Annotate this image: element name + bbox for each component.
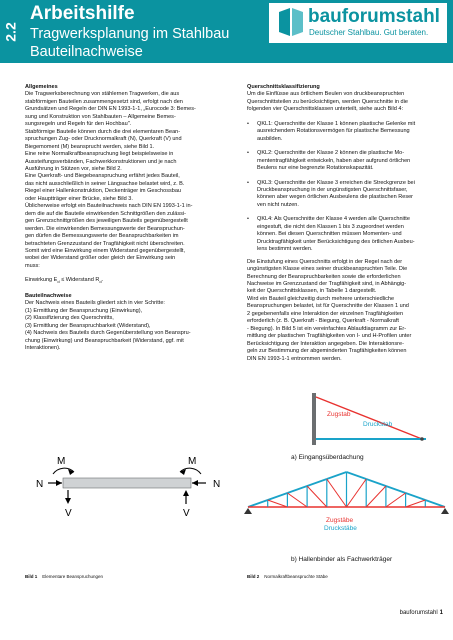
text-line: folgenden vier Querschnittsklassen unterteilt, siehe auch Bild 4: bbox=[247, 106, 404, 113]
text-line: eingestuft, die nicht den Klassen 1 bis 3 zugeordnet werden bbox=[257, 223, 404, 230]
section-heading-proofs: Bauteilnachweise bbox=[25, 292, 72, 299]
text-line: Eine reine Normalkraftbeanspruchung liegt beispielsweise in bbox=[25, 151, 174, 158]
class-list bbox=[247, 114, 447, 254]
text-line: dem die auf die Bauteile einwirkenden Schnittgrößen den zulässi- bbox=[25, 210, 186, 217]
figure-2-axial-members bbox=[244, 393, 449, 568]
diagonal-tie bbox=[366, 486, 386, 507]
text-line: Ausführung in Stützen vor, siehe Bild 2. bbox=[25, 165, 122, 172]
footer-brand: bauforumstahl bbox=[399, 610, 438, 616]
text-line: sung und Konstruktion von Stahlbauten – Allgemeine Bemes- bbox=[25, 113, 176, 120]
classification-text bbox=[247, 259, 447, 363]
label-n-right: N bbox=[213, 479, 221, 490]
top-chord-segment bbox=[366, 479, 386, 486]
text-line: Beulens nur eine begrenzte Rotationskapazität. bbox=[257, 165, 374, 172]
text-line: QKL3: Querschnitte der Klasse 3 erreichen die Streckgrenze bei bbox=[257, 179, 415, 186]
text-line: Üblicherweise erfolgt ein Bauteilnachweis nach DIN EN 1993-1-1 in- bbox=[25, 203, 193, 210]
chapter-number: 2.2 bbox=[3, 21, 19, 42]
text-line: erforderlich (z. B. Querkraft - Biegung, Querkraft - Normalkraft bbox=[247, 318, 399, 325]
diagonal-tie bbox=[386, 493, 406, 507]
text-line: muss: bbox=[25, 262, 40, 269]
proof-text bbox=[25, 300, 230, 352]
page-footer bbox=[400, 610, 443, 616]
support-icon bbox=[441, 508, 449, 514]
tension-member bbox=[316, 397, 422, 439]
text-line: (1) Ermittlung der Beanspruchung (Einwirkung), bbox=[25, 307, 143, 314]
beam-element bbox=[63, 478, 191, 488]
label-v-left: V bbox=[65, 508, 72, 519]
label-v-right: V bbox=[183, 508, 190, 519]
brand-logo bbox=[269, 3, 447, 43]
text-line: oder Hauptträger einer Brücke, siehe Bild 3. bbox=[25, 195, 133, 202]
text-line: lens bestimmt werden. bbox=[257, 246, 313, 253]
figure-1-elementary-loads bbox=[28, 452, 228, 527]
bullet: • bbox=[247, 179, 249, 186]
top-chord-segment bbox=[327, 472, 347, 479]
text-line: mententragfähigkeit entwickeln, haben aber aufgrund örtlichen bbox=[257, 157, 411, 164]
class-list-item bbox=[247, 180, 447, 210]
top-chord-segment bbox=[248, 500, 268, 507]
page-number: 1 bbox=[439, 610, 443, 616]
text-line: können. Bei diesen Querschnitten müssen Momenten- und bbox=[257, 231, 402, 238]
text-line: Der Nachweis eines Bauteils gliedert sich in vier Schritte: bbox=[25, 300, 165, 307]
text-line: Nachweise im Grenzzustand der Tragfähigkeit sind, in Abhängig- bbox=[247, 280, 407, 287]
top-chord-segment bbox=[287, 486, 307, 493]
text-line: chung (Einwirkung) und Beanspruchbarkeit (Widerstand, ggf. mit bbox=[25, 337, 184, 344]
diagonal-tie bbox=[268, 500, 288, 507]
caption-b: b) Hallenbinder als Fachwerkträger bbox=[291, 556, 393, 563]
text-line: Querschnittsteilen zu berücksichtigen, werden Querschnitte in die bbox=[247, 98, 408, 105]
text-line: Wird ein Bauteil gleichzeitig durch mehrere unterschiedliche bbox=[247, 295, 395, 302]
bullet: • bbox=[247, 216, 249, 223]
figure-2-caption: Bild 2 Normalkraftbeanspruchte Stäbe bbox=[247, 574, 328, 579]
bullet: • bbox=[247, 150, 249, 157]
text-line: Riegel einer Hallenkonstruktion, Deckenträger im Geschossbau bbox=[25, 188, 182, 195]
logo-tagline: Deutscher Stahlbau. Gut beraten. bbox=[309, 28, 429, 37]
text-line: mittlung der plastischen Tragfähigkeiten von I- und H-Profilen unter bbox=[247, 333, 412, 340]
text-line: können aber wegen örtlichen Ausbeulens die plastischen Reser bbox=[257, 194, 414, 201]
text-line: ven nicht nutzen. bbox=[257, 201, 299, 208]
text-line: Eine Querkraft- und Biegebeanspruchung erfährt jedes Bauteil, bbox=[25, 173, 180, 180]
text-line: Interaktionen). bbox=[25, 345, 61, 352]
diagonal-tie bbox=[287, 493, 307, 507]
class-list-item bbox=[247, 121, 447, 143]
label-m-left: M bbox=[57, 456, 66, 467]
text-line: 2 gegebenenfalls eine Interaktion der einzelnen Tragfähigkeiten bbox=[247, 310, 404, 317]
label-tension-a: Zugstab bbox=[327, 411, 351, 418]
text-line: ausreichendem Rotationsvermögen für plastische Bemessung bbox=[257, 128, 410, 135]
top-chord-segment bbox=[386, 486, 406, 493]
text-line: (2) Klassifizierung des Querschnitts, bbox=[25, 315, 114, 322]
label-n-left: N bbox=[36, 479, 44, 490]
chapter-tab bbox=[0, 0, 22, 63]
text-line: ungünstigsten Klasse eines seiner druckbeanspruchten Teile. Die bbox=[247, 266, 408, 273]
text-line: Drucktragfähigkeit unter Berücksichtigung des örtlichen Ausbeu- bbox=[257, 238, 415, 245]
bullet: • bbox=[247, 120, 249, 127]
section-heading-general: Allgemeines bbox=[25, 84, 58, 90]
text-line: QKL2: Querschnitte der Klasse 2 können die plastische Mo- bbox=[257, 150, 405, 157]
top-chord-segment bbox=[406, 493, 426, 500]
diagonal-tie bbox=[406, 500, 426, 507]
formula: Einwirkung $E_d$ ≤ Widerstand $R_d$. bbox=[25, 277, 104, 285]
text-line: ausbilden. bbox=[257, 135, 283, 142]
top-chord-segment bbox=[268, 493, 288, 500]
text-line: (4) Nachweis des Bauteils durch Gegenüberstellung von Beanspru- bbox=[25, 330, 191, 337]
class-list-item bbox=[247, 150, 447, 172]
text-line: stabförmigen Bauteilen zusammengesetzt sind, erfolgt nach den bbox=[25, 98, 183, 105]
page-subtitle-2: Bauteilnachweise bbox=[30, 44, 143, 60]
page-title-block bbox=[30, 3, 229, 61]
logo-mark-icon bbox=[279, 8, 303, 36]
top-chord-segment bbox=[347, 472, 367, 479]
text-line: Biegemoment (M) beansprucht werden, siehe Bild 1. bbox=[25, 143, 155, 150]
text-line: Um die Einflüsse aus örtlichem Beulen von druckbeanspruchten bbox=[247, 91, 405, 98]
text-line: keit der Querschnittsklassen, in Tabelle 1 dargestellt. bbox=[247, 288, 377, 295]
top-chord-segment bbox=[425, 500, 445, 507]
text-line: das nicht ausschließlich in seiner Längsachse belastet wird, z. B. bbox=[25, 180, 185, 187]
text-line: Somit wird eine Einwirkung einem Widerstand gegenübergestellt, bbox=[25, 247, 186, 254]
top-chord-segment bbox=[307, 479, 327, 486]
text-line: betrachteten Grenzzustand der Tragfähigkeit nicht überschreiten. bbox=[25, 240, 185, 247]
text-line: QKL1: Querschnitte der Klasse 1 können plastische Gelenke mit bbox=[257, 120, 416, 127]
text-line: (3) Ermittlung der Beanspruchbarkeit (Widerstand), bbox=[25, 322, 151, 329]
label-tension-b: Zugstäbe bbox=[326, 517, 354, 524]
text-line: Grundsätzen und Regeln der DIN EN 1993-1-1, „Eurocode 3: Bemes- bbox=[25, 106, 196, 113]
support-icon bbox=[244, 508, 252, 514]
classification-intro bbox=[247, 91, 447, 113]
text-line: Berücksichtigung der Interaktion angegeben. Die Interaktionsre- bbox=[247, 340, 404, 347]
text-line: wobei der Widerstand größer oder gleich der Einwirkung sein bbox=[25, 255, 176, 262]
text-line: Die Einstufung eines Querschnitts erfolgt in der Regel nach der bbox=[247, 258, 403, 265]
class-list-item bbox=[247, 216, 447, 253]
text-line: geln zur Bestimmung der abgeminderten Tragfähigkeiten können bbox=[247, 348, 407, 355]
caption-a: a) Eingangsüberdachung bbox=[291, 454, 364, 461]
text-line: gen Grenzschnittgrößen des jeweiligen Bauteils gegenübergestellt bbox=[25, 218, 188, 225]
text-line: Aussteifungsverbänden, Fachwerkkonstruktionen und je nach bbox=[25, 158, 177, 165]
text-line: Stabförmige Bauteile können durch die drei elementaren Bean- bbox=[25, 128, 181, 135]
label-m-right: M bbox=[188, 456, 197, 467]
text-line: - Biegung). In Bild 5 ist ein vereinfachtes Ablaufdiagramm zur Er- bbox=[247, 325, 407, 332]
diagonal-tie bbox=[327, 479, 347, 507]
page-title: Arbeitshilfe bbox=[30, 3, 135, 24]
label-compression-b: Druckstäbe bbox=[324, 525, 357, 532]
logo-wordmark: bauforumstahl bbox=[308, 6, 440, 27]
general-text bbox=[25, 91, 230, 270]
text-line: werden. Die einwirkenden Bemessungswerte der Beanspruchun- bbox=[25, 225, 185, 232]
left-column bbox=[25, 84, 230, 353]
page-subtitle-1: Tragwerksplanung im Stahlbau bbox=[30, 26, 230, 42]
section-heading-classification: Querschnittsklassifizierung bbox=[247, 84, 320, 90]
diagonal-tie bbox=[347, 479, 367, 507]
right-column bbox=[247, 84, 447, 363]
text-line: Berechnung der Beanspruchbarkeiten sowie die erforderlichen bbox=[247, 273, 401, 280]
text-line: Beanspruchungen belastet, ist für Querschnitte der Klassen 1 und bbox=[247, 303, 409, 310]
text-line: Druckbeanspruchung in der ungünstigsten Querschnittsfaser, bbox=[257, 186, 408, 193]
text-line: sungsregeln und Regeln für den Hochbau". bbox=[25, 121, 132, 128]
text-line: DIN EN 1993-1-1 entnommen werden. bbox=[247, 355, 342, 362]
text-line: QKL4: Als Querschnitte der Klasse 4 werden alle Querschnitte bbox=[257, 216, 410, 223]
figure-1-caption: Bild 1 Elementare Beanspruchungen bbox=[25, 574, 104, 579]
text-line: gen dürfen die Bemessungswerte der Beanspruchbarkeiten im bbox=[25, 233, 179, 240]
wall-column bbox=[312, 393, 316, 445]
text-line: spruchungen Zug- oder Drucknormalkraft (N), Querkraft (V) und bbox=[25, 136, 182, 143]
label-compression-a: Druckstab bbox=[363, 421, 393, 428]
truss-girder bbox=[244, 472, 449, 514]
diagonal-tie bbox=[307, 486, 327, 507]
text-line: Die Tragwerksberechnung von stählernen Tragwerken, die aus bbox=[25, 91, 180, 98]
